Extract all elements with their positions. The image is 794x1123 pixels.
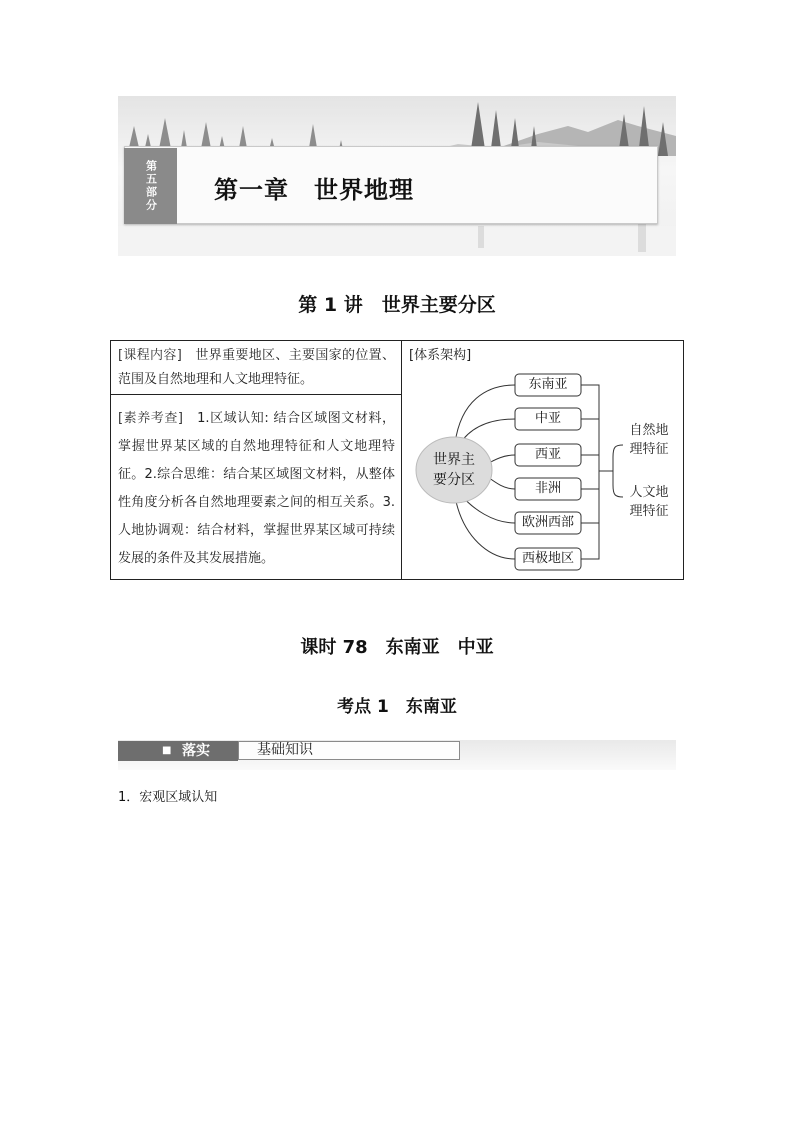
section-bar-sub-block	[238, 741, 460, 760]
course-content-tag: [课程内容]	[118, 348, 182, 363]
section-bar-label: 落实	[182, 743, 210, 759]
part-label-tag	[124, 148, 177, 224]
human-feature-label	[619, 483, 679, 521]
item-heading: 1．宏观区域认知	[118, 790, 218, 805]
region-western-europe: 欧洲西部	[521, 515, 574, 530]
chapter-banner	[118, 96, 676, 256]
chapter-title: 第一章 世界地理	[214, 176, 414, 204]
square-bullet-icon: ■	[162, 745, 172, 756]
bracket-lines	[581, 385, 623, 559]
course-content-text	[118, 344, 395, 392]
section-bar	[118, 740, 676, 770]
system-architecture-diagram	[401, 341, 683, 579]
region-central-asia: 中亚	[534, 411, 561, 426]
architecture-tag: [体系架构]	[409, 348, 472, 363]
course-info-table	[110, 340, 684, 580]
natural-feature-line-1: 自然地	[629, 423, 669, 438]
lesson-title: 课时 78 东南亚 中亚	[300, 637, 494, 658]
literacy-assessment-tag: [素养考查]	[118, 411, 183, 426]
literacy-assessment-body: 1.区域认知: 结合区域图文材料，掌握世界某区域的自然地理特征和人文地理特征。2.综合思维：结合某区域图文材料，从整体性角度分析各自然地理要素之间的相互关系。3.人地协调观：结合材料，掌握世界某区域可持续发展的条件及其发展措施。	[118, 411, 395, 566]
region-africa: 非洲	[534, 481, 561, 496]
center-node-label	[426, 450, 482, 490]
natural-feature-line-2: 理特征	[629, 442, 669, 457]
section-bar-label-block	[118, 741, 238, 761]
literacy-assessment-text	[118, 405, 395, 573]
center-node-line-1: 世界主	[433, 452, 475, 468]
region-west-asia: 西亚	[534, 447, 561, 462]
human-feature-line-1: 人文地	[629, 485, 669, 500]
course-content-cell	[111, 341, 401, 395]
connector-curve	[455, 497, 515, 559]
center-node-line-2: 要分区	[433, 472, 475, 488]
section-bar-sub-label: 基础知识	[257, 742, 313, 758]
region-southeast-asia: 东南亚	[528, 377, 568, 392]
requirements-column	[111, 341, 402, 579]
connector-curve	[455, 385, 515, 443]
human-feature-line-2: 理特征	[629, 504, 669, 519]
part-label: 第五部分	[144, 160, 158, 212]
course-content-body: 世界重要地区、主要国家的位置、范围及自然地理和人文地理特征。	[118, 348, 395, 387]
region-polar: 西极地区	[521, 551, 574, 566]
exam-point-title: 考点 1 东南亚	[337, 697, 457, 717]
natural-feature-label	[619, 421, 679, 459]
lecture-title: 第 1 讲 世界主要分区	[298, 294, 496, 316]
